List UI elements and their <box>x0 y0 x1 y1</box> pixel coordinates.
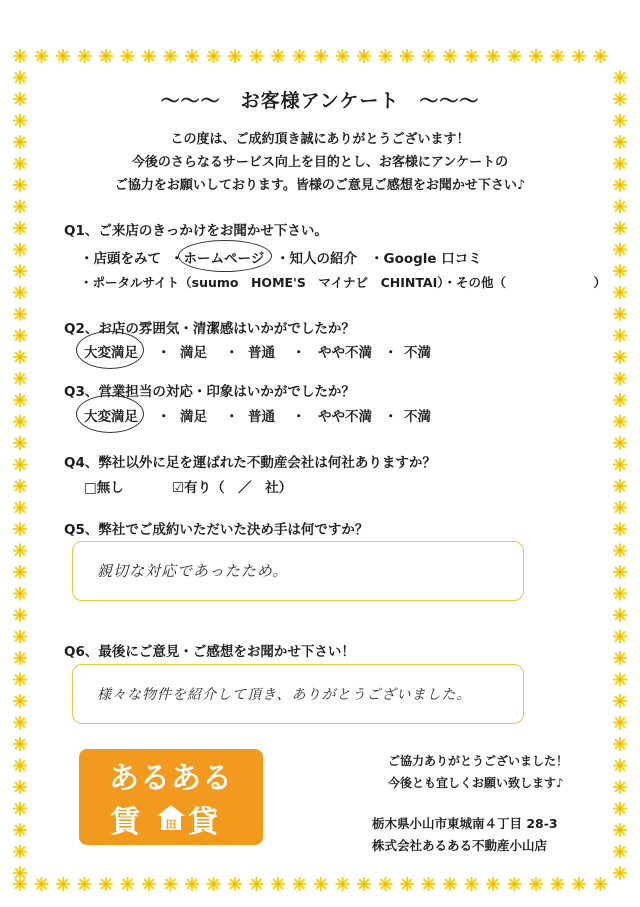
company-logo <box>79 749 263 845</box>
footer-thanks-2: 今後とも宜しくお願い致します♪ <box>388 776 564 790</box>
q3-option-somewhat-dissatisfied: やや不満 <box>318 409 372 425</box>
q3-separator: ・ <box>225 409 239 425</box>
q1-question: Q1、ご来店のきっかけをお聞かせ下さい。 <box>64 223 328 239</box>
logo-brand-text: あるある <box>109 761 233 796</box>
intro-line-1: この度は、ご成約頂き誠にありがとうございます！ <box>170 132 470 147</box>
q2-option-satisfied: 満足 <box>180 345 207 361</box>
q3-separator: ・ <box>157 409 171 425</box>
footer-thanks-1: ご協力ありがとうございました！ <box>388 754 569 768</box>
q2-question: Q2、お店の雰囲気・清潔感はいかがでしたか？ <box>64 321 355 337</box>
q3-separator: ・ <box>384 409 398 425</box>
q4-option-none: □無し <box>84 480 124 496</box>
q2-separator: ・ <box>384 345 398 361</box>
q5-answer-box <box>72 541 524 601</box>
house-char: 田 <box>165 818 177 831</box>
q6-handwritten-answer: 様々な物件を紹介して頂き、ありがとうございました。 <box>97 687 472 703</box>
q2-separator: ・ <box>292 345 306 361</box>
q3-option-neutral: 普通 <box>248 409 275 425</box>
q1-option-homepage: ・ホームページ <box>170 251 265 267</box>
q2-separator: ・ <box>157 345 171 361</box>
q3-option-satisfied: 満足 <box>180 409 207 425</box>
q3-option-very-satisfied: 大変満足 <box>84 409 138 425</box>
q2-option-neutral: 普通 <box>248 345 275 361</box>
q5-question: Q5、弊社でご成約いただいた決め手は何ですか？ <box>64 522 369 538</box>
house-icon <box>156 803 186 831</box>
q2-separator: ・ <box>225 345 239 361</box>
footer-company: 株式会社あるある不動産小山店 <box>372 838 548 853</box>
q2-option-very-satisfied: 大変満足 <box>84 345 138 361</box>
q3-option-dissatisfied: 不満 <box>404 409 431 425</box>
q1-option-storefront: ・店頭をみて <box>80 251 161 267</box>
footer-address: 栃木県小山市東城南４丁目 28-3 <box>372 816 558 831</box>
q6-question: Q6、最後にご意見・ご感想をお聞かせ下さい！ <box>64 644 355 660</box>
intro-line-3: ご協力をお願いしております。皆様のご意見ご感想をお聞かせ下さい♪ <box>114 178 526 193</box>
logo-char-right: 貸 <box>188 805 232 840</box>
q1-option-google: ・Google 口コミ <box>370 251 482 267</box>
q5-handwritten-answer: 親切な対応であったため。 <box>97 562 289 580</box>
intro-line-2: 今後のさらなるサービス向上を目的とし、お客様にアンケートの <box>131 155 509 170</box>
q1-option-portal-other: ・ポータルサイト（suumo HOME'S マイナビ CHINTAI）・その他（ ） <box>80 275 607 290</box>
logo-char-left: 賃 <box>110 805 154 840</box>
q3-question: Q3、営業担当の対応・印象はいかがでしたか？ <box>64 384 355 400</box>
q3-separator: ・ <box>292 409 306 425</box>
q4-question: Q4、弊社以外に足を運ばれた不動産会社は何社ありますか？ <box>64 455 436 471</box>
q2-option-dissatisfied: 不満 <box>404 345 431 361</box>
q4-option-yes: ☑有り（ ／ 社） <box>172 480 293 496</box>
q6-answer-box <box>72 664 524 724</box>
survey-title: ～～～ お客様アンケート ～～～ <box>160 90 480 112</box>
q2-option-somewhat-dissatisfied: やや不満 <box>318 345 372 361</box>
q1-option-referral: ・知人の紹介 <box>276 251 357 267</box>
